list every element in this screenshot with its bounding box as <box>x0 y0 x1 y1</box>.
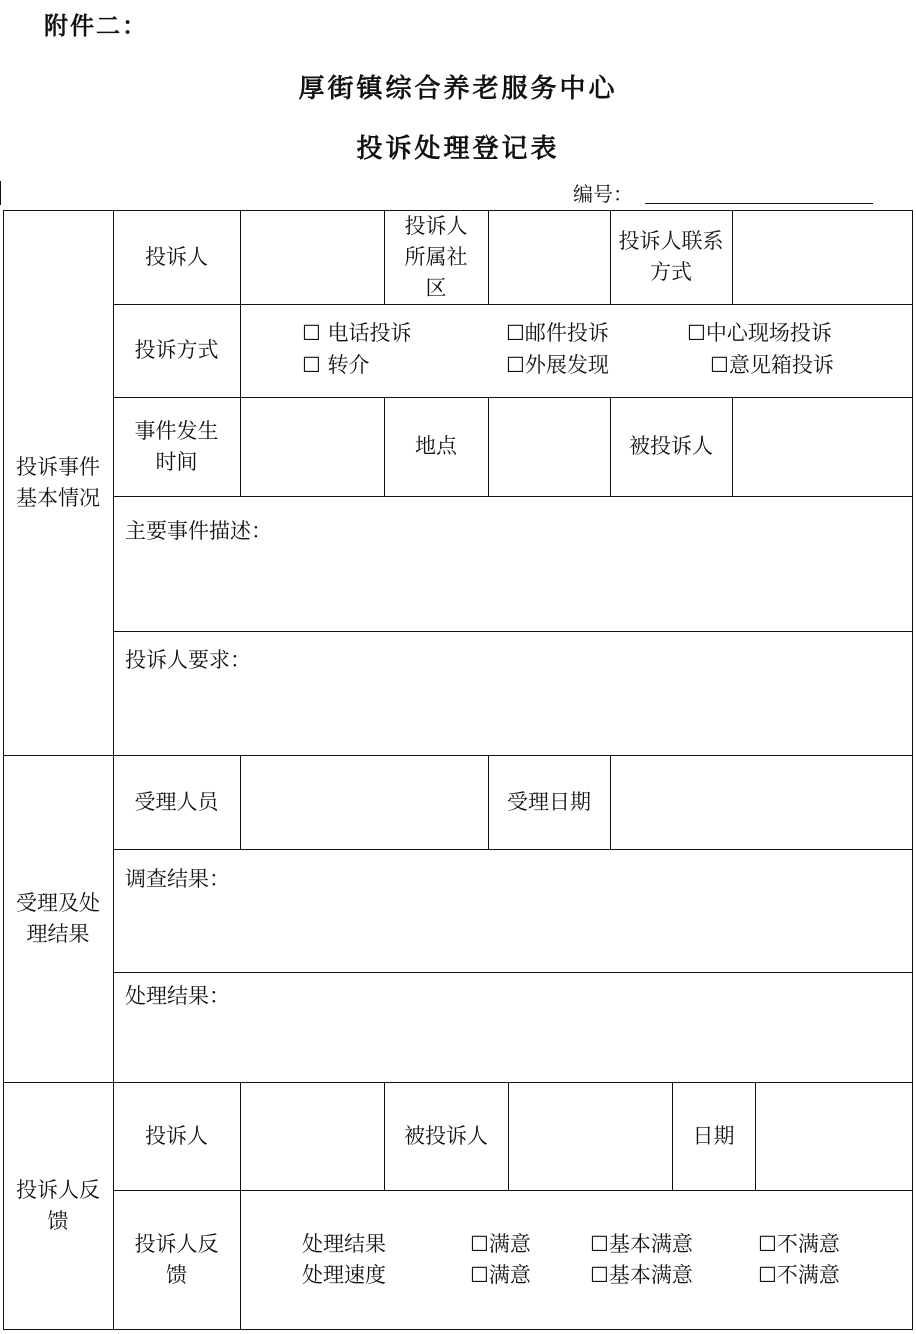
method-outreach-checkbox[interactable]: ☐外展发现 <box>506 353 609 377</box>
handler-label: 受理人员 <box>134 789 219 814</box>
event-time-field[interactable] <box>240 397 384 496</box>
section-basic-info-label: 投诉事件基本情况 <box>16 454 100 510</box>
serial-input-line[interactable] <box>645 203 873 204</box>
community-label: 投诉人所属社区 <box>404 213 468 300</box>
attachment-label: 附件二： <box>44 11 148 40</box>
section-handling-label: 受理及处理结果 <box>16 890 100 946</box>
speed-basically-satisfied-checkbox[interactable]: ☐基本满意 <box>590 1263 693 1287</box>
investigation-label[interactable]: 调查结果： <box>125 867 230 891</box>
org-title: 厚街镇综合养老服务中心 <box>298 74 618 104</box>
community-field[interactable] <box>488 210 610 304</box>
feedback-date-label: 日期 <box>692 1123 735 1148</box>
place-label: 地点 <box>415 434 457 458</box>
feedback-respondent-field[interactable] <box>508 1082 672 1190</box>
feedback-label: 投诉人反馈 <box>134 1231 219 1287</box>
method-mail-checkbox[interactable]: ☐邮件投诉 <box>506 321 609 345</box>
accept-date-label: 受理日期 <box>507 789 591 814</box>
method-referral-checkbox[interactable]: ☐ 转介 <box>302 353 370 377</box>
section-feedback-label: 投诉人反馈 <box>16 1178 100 1233</box>
serial-label: 编号： <box>573 182 633 206</box>
respondent-field[interactable] <box>732 397 912 496</box>
result-label[interactable]: 处理结果： <box>125 984 230 1008</box>
result-satisfied-checkbox[interactable]: ☐满意 <box>470 1232 531 1256</box>
complainant-label: 投诉人 <box>145 244 208 269</box>
form-title: 投诉处理登记表 <box>356 134 560 164</box>
respondent-label: 被投诉人 <box>629 434 713 458</box>
method-label: 投诉方式 <box>134 338 219 362</box>
result-row-label: 处理结果 <box>302 1232 386 1256</box>
speed-unsatisfied-checkbox[interactable]: ☐不满意 <box>758 1263 840 1287</box>
feedback-date-field[interactable] <box>755 1082 912 1190</box>
place-field[interactable] <box>488 397 610 496</box>
event-time-label: 事件发生时间 <box>134 418 219 474</box>
feedback-respondent-label: 被投诉人 <box>404 1123 488 1148</box>
speed-row-label: 处理速度 <box>302 1263 386 1287</box>
margin-mark <box>0 181 1 205</box>
handler-field[interactable] <box>240 755 488 849</box>
result-basically-satisfied-checkbox[interactable]: ☐基本满意 <box>590 1232 693 1256</box>
contact-label: 投诉人联系方式 <box>618 229 724 284</box>
contact-field[interactable] <box>732 210 912 304</box>
accept-date-field[interactable] <box>610 755 912 849</box>
request-label[interactable]: 投诉人要求： <box>125 648 251 672</box>
feedback-complainant-label: 投诉人 <box>145 1123 208 1148</box>
method-onsite-checkbox[interactable]: ☐中心现场投诉 <box>687 321 832 345</box>
method-phone-checkbox[interactable]: ☐ 电话投诉 <box>302 321 412 345</box>
method-suggestion-box-checkbox[interactable]: ☐意见箱投诉 <box>710 353 834 377</box>
speed-satisfied-checkbox[interactable]: ☐满意 <box>470 1263 531 1287</box>
description-label[interactable]: 主要事件描述： <box>125 519 272 543</box>
result-unsatisfied-checkbox[interactable]: ☐不满意 <box>758 1232 840 1256</box>
feedback-complainant-field[interactable] <box>240 1082 384 1190</box>
complainant-field[interactable] <box>240 210 384 304</box>
